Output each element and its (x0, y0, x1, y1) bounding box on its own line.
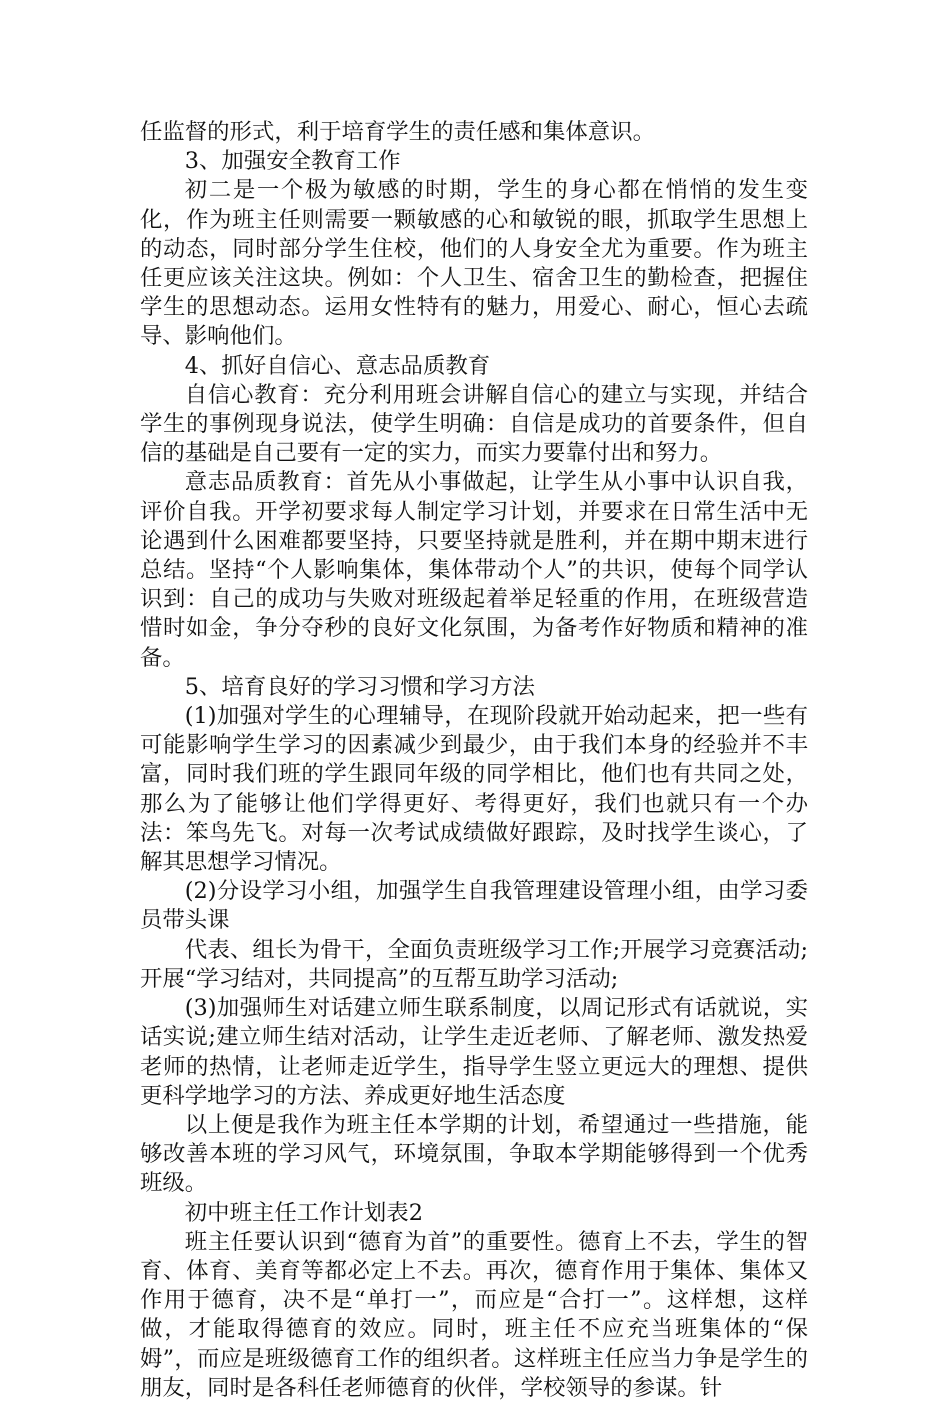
heading-study-habits: 5、培育良好的学习习惯和学习方法 (184, 673, 535, 700)
paragraph-confidence: 自信心教育：充分利用班会讲解自信心的建立与实现，并结合学生的事例现身说法，使学生明确：自信是成功的首要条件，但自信的基础是自己要有一定的实力，而实力要靠付出和努力。 (140, 381, 808, 467)
paragraph-willpower: 意志品质教育：首先从小事做起，让学生从小事中认识自我，评价自我。开学初要求每人制定学习计划，并要求在日常生活中无论遇到什么困难都要坚持，只要坚持就是胜利，并在期中期末进行总结。坚持“个人影响集体，集体带动个人”的共识，使每个同学认识到：自己的成功与失败对班级起着举足轻重的作用，在班级营造惜时如金，争分夺秒的良好文化氛围，为备考作好物质和精神的准备。 (140, 469, 808, 671)
paragraph-item-1: (1)加强对学生的心理辅导，在现阶段就开始动起来，把一些有可能影响学生学习的因素减少到最少，由于我们本身的经验并不丰富，同时我们班的学生跟同年级的同学相比，他们也有共同之处，那么为了能够让他们学得更好、考得更好，我们也就只有一个办法：笨鸟先飞。对每一次考试成绩做好跟踪，及时找学生谈心，了解其思想学习情况。 (140, 703, 808, 876)
section-title-plan-2: 初中班主任工作计划表2 (184, 1199, 423, 1226)
paragraph-conclusion: 以上便是我作为班主任本学期的计划，希望通过一些措施，能够改善本班的学习风气，环境氛围，争取本学期能够得到一个优秀班级。 (140, 1111, 808, 1197)
heading-confidence-willpower: 4、抓好自信心、意志品质教育 (184, 352, 491, 379)
heading-safety-education: 3、加强安全教育工作 (184, 148, 401, 175)
paragraph-item-2-continued: 代表、组长为骨干，全面负责班级学习工作;开展学习竞赛活动;开展“学习结对，共同提高”的互帮互助学习活动; (140, 936, 808, 992)
paragraph-item-2: (2)分设学习小组，加强学生自我管理建设管理小组，由学习委员带头课 (140, 878, 808, 934)
paragraph-moral-education: 班主任要认识到“德育为首”的重要性。德育上不去，学生的智育、体育、美育等都必定上不去。再次，德育作用于集体、集体又作用于德育，决不是“单打一”，而应是“合打一”。这样想，这样做，才能取得德育的效应。同时，班主任不应充当班集体的“保姆”，而应是班级德育工作的组织者。这样班主任应当力争是学生的朋友，同时是各科任老师德育的伙伴，学校领导的参谋。针 (140, 1228, 808, 1401)
paragraph-safety-education: 初二是一个极为敏感的时期，学生的身心都在悄悄的发生变化，作为班主任则需要一颗敏感的心和敏锐的眼，抓取学生思想上的动态，同时部分学生住校，他们的人身安全尤为重要。作为班主任更应该关注这块。例如：个人卫生、宿舍卫生的勤检查，把握住学生的思想动态。运用女性特有的魅力，用爱心、耐心，恒心去疏导、影响他们。 (140, 177, 808, 350)
document-body (140, 118, 808, 1403)
paragraph-1: 任监督的形式，利于培育学生的责任感和集体意识。 (140, 119, 655, 145)
paragraph-item-3: (3)加强师生对话建立师生联系制度，以周记形式有话就说，实话实说;建立师生结对活动，让学生走近老师、了解老师、激发热爱老师的热情，让老师走近学生，指导学生竖立更远大的理想、提供更科学地学习的方法、养成更好地生活态度 (140, 995, 808, 1109)
